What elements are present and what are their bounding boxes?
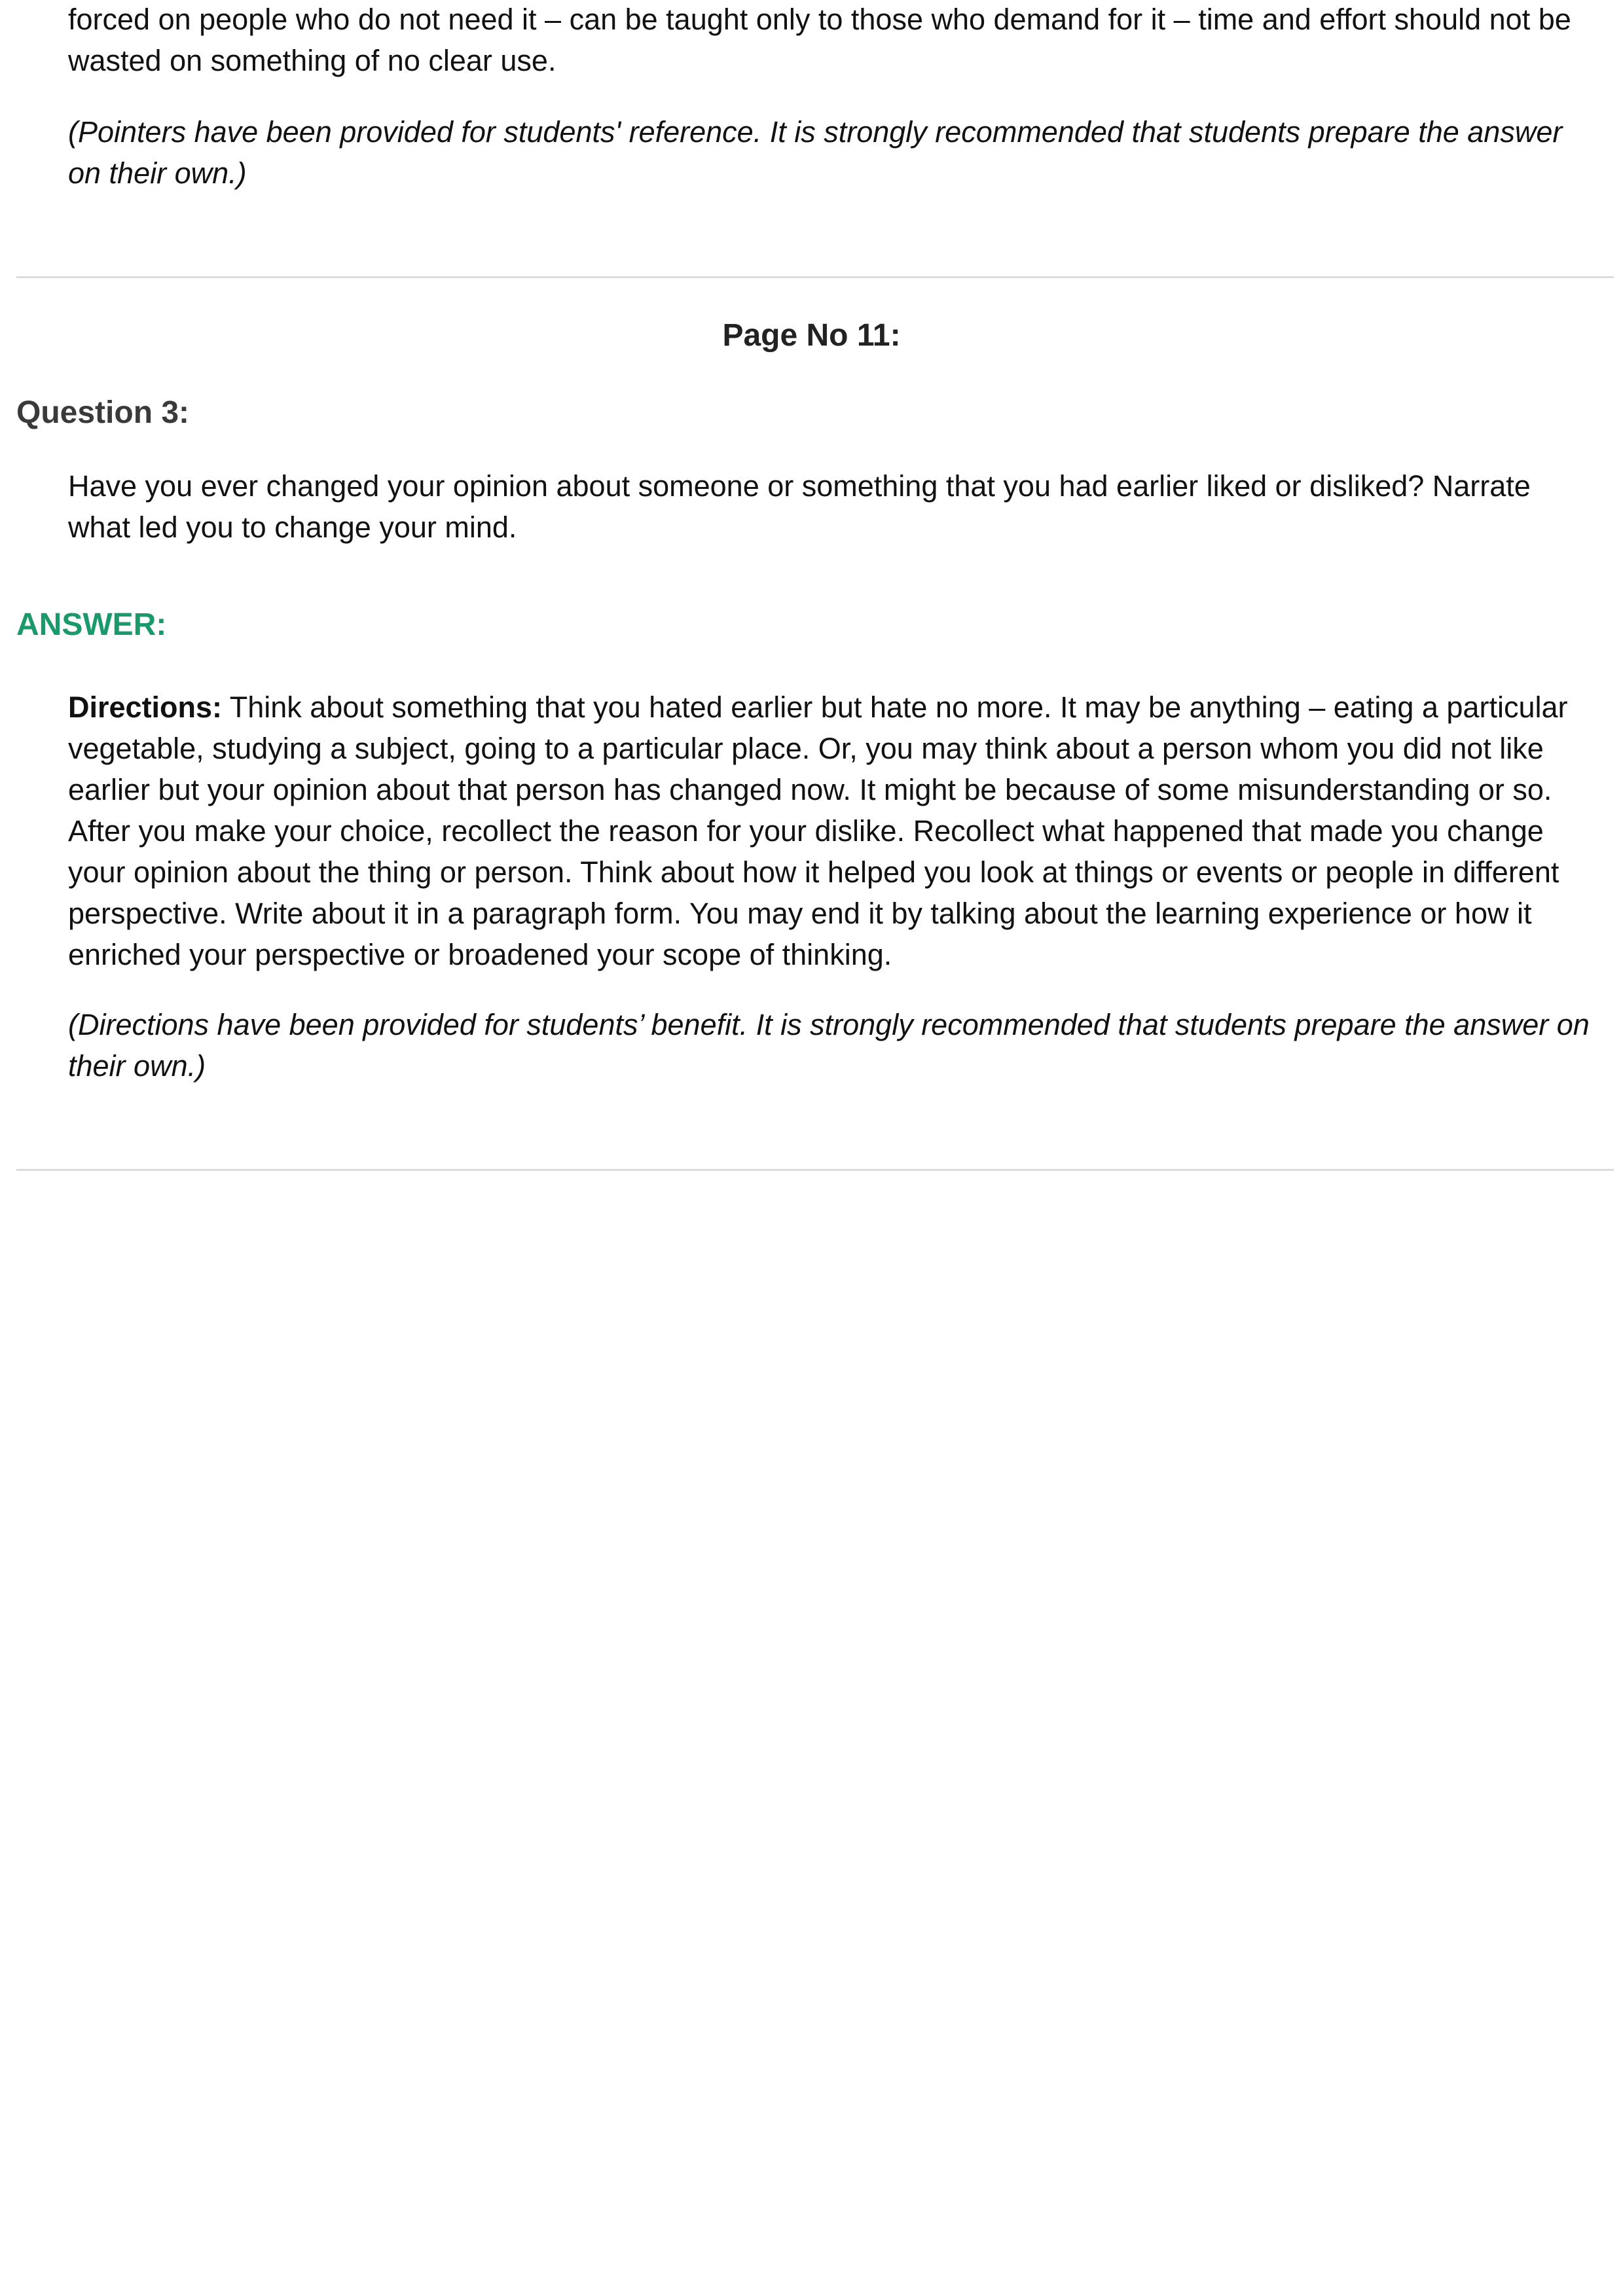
- continuation-paragraph: forced on people who do not need it – can be taught only to those who demand for it – time and effort should not be wasted on something of no clear use.: [68, 3, 1571, 77]
- question-heading: Question 3:: [16, 395, 190, 430]
- answer-heading: ANSWER:: [16, 607, 167, 642]
- divider-bottom: [16, 1169, 1614, 1171]
- pointers-note: (Pointers have been provided for students' reference. It is strongly recommended that students prepare the answer on their own.): [68, 115, 1563, 190]
- divider-top: [16, 276, 1614, 278]
- answer-directions: [68, 687, 1600, 975]
- directions-label: Directions:: [68, 691, 223, 724]
- page-number-label: Page No 11:: [722, 318, 901, 353]
- directions-note: (Directions have been provided for students’ benefit. It is strongly recommended that students prepare the answer on their own.): [68, 1008, 1590, 1083]
- question-text: Have you ever changed your opinion about someone or something that you had earlier liked or disliked? Narrate what led you to change your mind.: [68, 469, 1531, 544]
- directions-text: Think about something that you hated earlier but hate no more. It may be anything – eating a particular vegetable, studying a subject, going to a particular place. Or, you may think about a person whom you did not like earlier but your opinion about that person has changed now. It might be because of some misunderstanding or so. After you make your choice, recollect the reason for your dislike. Recollect what happened that made you change your opinion about the thing or person. Think about how it helped you look at things or events or people in different perspective. Write about it in a paragraph form. You may end it by talking about the learning experience or how it enriched your perspective or broadened your scope of thinking.: [68, 691, 1568, 971]
